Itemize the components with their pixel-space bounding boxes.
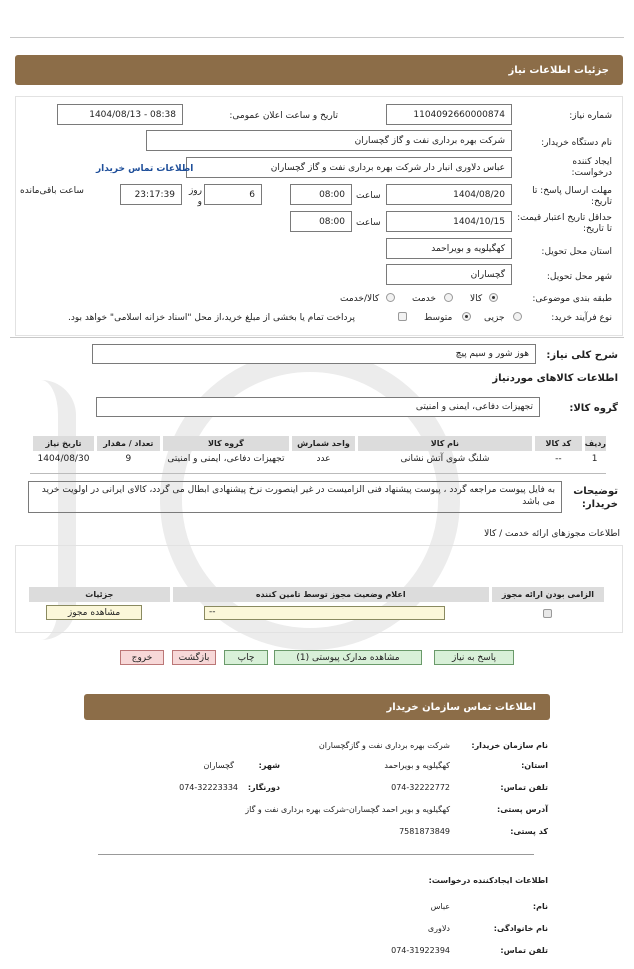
col-name: نام کالا	[356, 436, 533, 451]
remaining-time-field: 23:17:39	[120, 184, 182, 205]
contact-divider	[98, 854, 534, 855]
city-field: گچساران	[386, 264, 512, 285]
cell-name: شلنگ شوی آتش نشانی	[400, 454, 490, 464]
days-field: 6	[204, 184, 262, 205]
deadline-label: مهلت ارسال پاسخ: تا تاریخ:	[532, 186, 612, 207]
group-field: تجهیزات دفاعی، ایمنی و امنیتی	[96, 397, 540, 417]
category-radio-goods[interactable]	[489, 293, 498, 302]
permit-status-value: --	[209, 607, 216, 617]
announce-field: 1404/08/13 - 08:38	[57, 104, 183, 125]
contact-phone-label: تلفن تماس:	[500, 783, 548, 792]
creator-phone-label: تلفن تماس:	[500, 946, 548, 955]
creator-first-name: عباس	[430, 902, 450, 911]
province-label: استان محل تحویل:	[541, 247, 612, 257]
col-permit-required: الزامی بودن ارائه مجوز	[490, 587, 604, 602]
process-option-minor: جزیی	[484, 313, 505, 323]
creator-label: ایجاد کننده درخواست:	[571, 157, 612, 178]
col-qty: تعداد / مقدار	[95, 436, 161, 451]
col-date: تاریخ نیاز	[32, 436, 96, 451]
buyer-org-field: شرکت بهره برداری نفت و گاز گچساران	[146, 130, 512, 151]
creator-phone: 074-31922394	[391, 946, 450, 955]
cell-code: --	[555, 454, 562, 464]
reply-button[interactable]: پاسخ به نیاز	[434, 650, 514, 665]
col-code: کد کالا	[533, 436, 583, 451]
creator-first-name-label: نام:	[532, 902, 548, 911]
contact-info-link[interactable]: اطلاعات تماس خریدار	[96, 164, 194, 174]
view-permit-button[interactable]: مشاهده مجوز	[46, 605, 142, 620]
col-unit: واحد شمارش	[291, 436, 357, 451]
summary-label: شرح کلی نیاز:	[546, 350, 618, 361]
validity-time-field: 08:00	[290, 211, 352, 232]
process-option-medium: متوسط	[424, 313, 453, 323]
creator-info-title: اطلاعات ایجادکننده درخواست:	[428, 876, 548, 885]
need-number-label: شماره نیاز:	[569, 111, 612, 121]
announce-label: تاریخ و ساعت اعلان عمومی:	[229, 111, 338, 121]
table-bottom-line	[30, 473, 606, 474]
process-label: نوع فرآیند خرید:	[551, 313, 612, 323]
validity-time-label: ساعت	[356, 218, 381, 228]
print-button[interactable]: چاپ	[224, 650, 268, 665]
contact-province: کهگیلویه و بویراحمد	[384, 761, 450, 770]
validity-date-field: 1404/10/15	[386, 211, 512, 232]
summary-field: هوز شور و سیم پیچ	[92, 344, 536, 364]
panel-title: جزئیات اطلاعات نیاز	[508, 64, 609, 76]
contact-city: گچساران	[203, 761, 234, 770]
attachments-button[interactable]: مشاهده مدارک پیوستی (1)	[274, 650, 422, 665]
cell-unit: عدد	[316, 454, 331, 464]
need-number-field: 1104092660000874	[386, 104, 512, 125]
table-row[interactable]	[32, 451, 607, 467]
notes-field	[28, 481, 562, 513]
contact-fax-label: دورنگار:	[247, 783, 280, 792]
col-permit-details: جزئیات	[28, 587, 172, 602]
city-label: شهر محل تحویل:	[546, 272, 612, 282]
category-radio-service[interactable]	[444, 293, 453, 302]
notes-text: به فایل پیوست مراجعه گردد ، پیوست پیشنهاد فنی الزامیست در غیر اینصورت نرخ پیشنهادی ابطال می گردد، کالای ایرانی در اولویت خرید می باشد	[41, 485, 555, 507]
deadline-date-field: 1404/08/20	[386, 184, 512, 205]
permit-status-field[interactable]	[204, 606, 445, 620]
cell-qty: 9	[125, 454, 132, 464]
top-divider	[10, 37, 624, 38]
group-label: گروه کالا:	[569, 403, 618, 414]
contact-city-label: شهر:	[258, 761, 280, 770]
creator-last-name-label: نام خانوادگی:	[493, 924, 548, 933]
process-radio-minor[interactable]	[513, 312, 522, 321]
permits-table	[26, 587, 604, 602]
exit-button[interactable]: خروج	[120, 650, 164, 665]
buyer-org-label: نام دستگاه خریدار:	[541, 138, 612, 148]
contact-title: اطلاعات تماس سازمان خریدار	[386, 701, 536, 713]
permit-required-checkbox	[543, 609, 552, 618]
goods-table	[30, 436, 606, 467]
contact-org-label: نام سازمان خریدار:	[471, 741, 548, 750]
category-label: طبقه بندی موضوعی:	[532, 294, 612, 304]
notes-label: توضیحات خریدار:	[573, 486, 618, 510]
creator-field: عباس دلاوری انبار دار شرکت بهره برداری نفت و گاز گچساران	[186, 157, 512, 178]
cell-group: تجهیزات دفاعی، ایمنی و امنیتی	[167, 454, 285, 464]
category-option-both: کالا/خدمت	[340, 294, 380, 304]
province-field: کهگیلویه و بویراحمد	[386, 238, 512, 259]
payment-note: پرداخت تمام یا بخشی از مبلغ خرید،از محل "اسناد خزانه اسلامی" خواهد بود.	[68, 313, 356, 323]
validity-label: حداقل تاریخ اعتبار قیمت: تا تاریخ:	[517, 213, 612, 234]
contact-fax: 074-32223334	[179, 783, 238, 792]
col-permit-status: اعلام وضعیت مجوز توسط تامین کننده	[171, 587, 490, 602]
cell-date: 1404/08/30	[37, 454, 90, 464]
contact-address-label: آدرس پستی:	[497, 805, 548, 814]
col-row: ردیف	[583, 436, 606, 451]
summary-divider	[10, 337, 624, 338]
contact-org: شرکت بهره برداری نفت و گازگچساران	[318, 741, 450, 750]
days-label: روز و	[188, 186, 202, 207]
category-radio-both[interactable]	[386, 293, 395, 302]
panel-header	[15, 55, 623, 85]
cell-row: 1	[591, 454, 598, 464]
category-option-service: خدمت	[412, 294, 436, 304]
contact-header	[84, 694, 550, 720]
col-group: گروه کالا	[161, 436, 290, 451]
goods-title: اطلاعات کالاهای موردنیاز	[492, 373, 618, 384]
deadline-time-label: ساعت	[356, 191, 381, 201]
contact-postal-label: کد پستی:	[510, 827, 548, 836]
treasury-payment-checkbox[interactable]	[398, 312, 407, 321]
creator-last-name: دلاوری	[427, 924, 450, 933]
back-button[interactable]: بازگشت	[172, 650, 216, 665]
contact-phone: 074-32222772	[391, 783, 450, 792]
contact-address: کهگیلویه و بویر احمد گچساران-شرکت بهره برداری نفت و گاز	[245, 805, 450, 814]
process-radio-medium[interactable]	[462, 312, 471, 321]
contact-province-label: استان:	[521, 761, 548, 770]
category-option-goods: کالا	[470, 294, 483, 304]
contact-postal: 7581873849	[399, 827, 450, 836]
deadline-time-field: 08:00	[290, 184, 352, 205]
permits-title: اطلاعات مجوزهای ارائه خدمت / کالا	[484, 529, 620, 539]
remaining-label: ساعت باقی‌مانده	[20, 186, 84, 196]
